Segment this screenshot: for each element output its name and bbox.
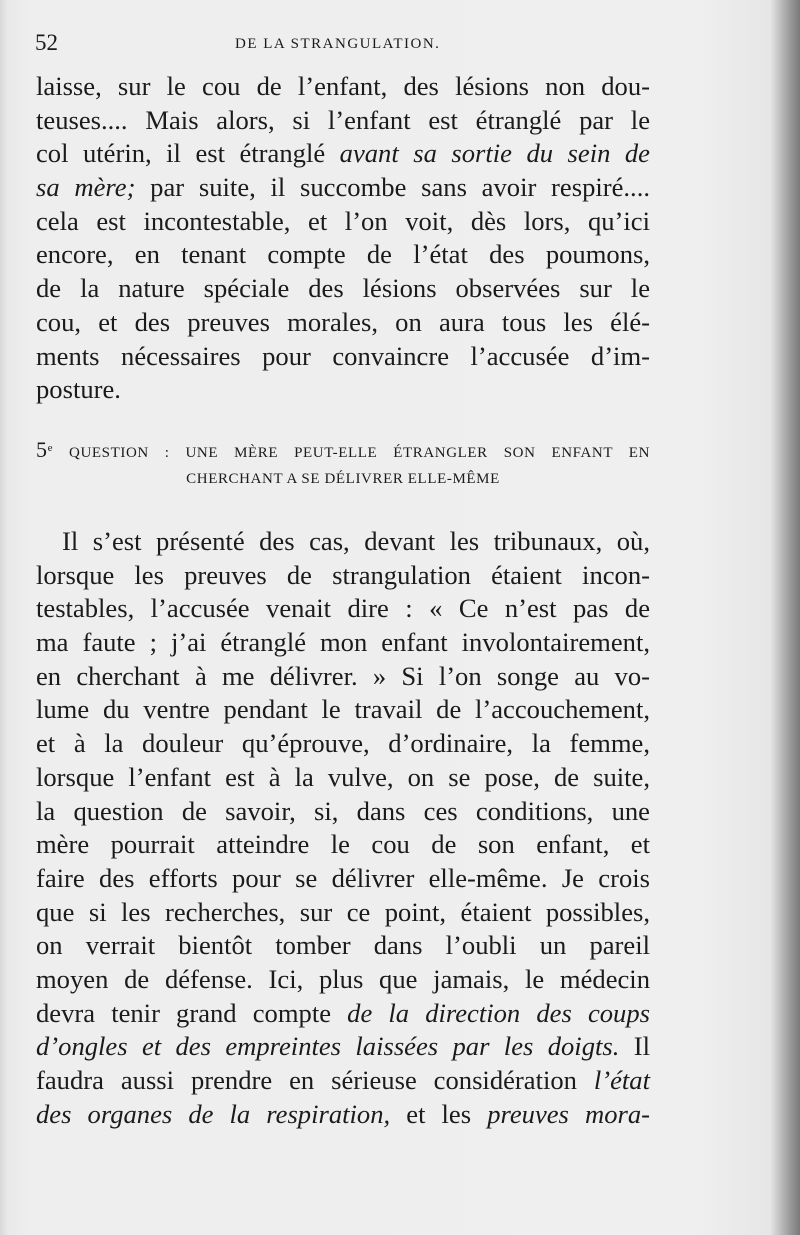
heading-line: CHERCHANT A SE DÉLIVRER ELLE-MÊME xyxy=(186,471,500,487)
text-line: ma faute ; j’ai étranglé mon enfant involontairement, xyxy=(36,627,650,658)
text-line: moyen de défense. Ici, plus que jamais, le médecin xyxy=(36,963,650,994)
text-line: en cherchant à me délivrer. » Si l’on songe au vo- xyxy=(36,660,650,691)
text-line: que si les recherches, sur ce point, étaient possibles, xyxy=(36,896,650,927)
italic-text: l’état xyxy=(593,1065,650,1095)
italic-text: avant sa sortie du sein de xyxy=(339,138,650,169)
text-line: laisse, sur le cou de l’enfant, des lésions non dou- xyxy=(36,71,650,101)
text-line: et à la douleur qu’éprouve, d’ordinaire, la femme, xyxy=(36,728,650,759)
italic-text: des organes de la respiration, xyxy=(36,1098,391,1129)
text-line: la question de savoir, si, dans ces conditions, une xyxy=(36,795,650,826)
text-line: on verrait bientôt tomber dans l’oubli un pareil xyxy=(36,930,650,961)
text-line: lorsque l’enfant est à la vulve, on se pose, de suite, xyxy=(36,761,650,792)
paragraph-2 xyxy=(36,525,650,1131)
text-line: cou, et des preuves morales, on aura tous les élé- xyxy=(36,306,650,337)
italic-text: de la direction des coups xyxy=(347,997,650,1028)
text-line: faire des efforts pour se délivrer elle-même. Je crois xyxy=(36,862,650,893)
text-line: devra tenir grand compte de la direction des coups xyxy=(36,997,650,1028)
text-line: Il s’est présenté des cas, devant les tribunaux, où, xyxy=(62,526,650,556)
text-line: de la nature spéciale des lésions observées sur le xyxy=(36,273,650,304)
italic-text: sa mère; xyxy=(36,172,136,203)
text-line: encore, en tenant compte de l’état des poumons, xyxy=(36,239,650,270)
text-line: lorsque les preuves de strangulation étaient incon- xyxy=(36,559,650,590)
running-title: DE LA STRANGULATION. xyxy=(235,36,441,52)
running-head xyxy=(35,30,650,58)
text-line: testables, l’accusée venait dire : « Ce n’est pas de xyxy=(36,593,650,624)
text-line: cela est incontestable, et l’on voit, dès lors, qu’ici xyxy=(36,205,650,236)
heading-line: 5e QUESTION : UNE MÈRE PEUT-ELLE ÉTRANGLER SON ENFANT EN xyxy=(36,437,650,462)
text-line: col utérin, il est étranglé avant sa sortie du sein de xyxy=(36,138,650,169)
text-line: faudra aussi prendre en sérieuse considération l’état xyxy=(36,1065,650,1095)
page-number: 52 xyxy=(35,30,58,55)
paragraph-1 xyxy=(36,70,650,407)
text-line: d’ongles et des empreintes laissées par les doigts. Il xyxy=(36,1031,650,1062)
text-line: posture. xyxy=(36,374,121,405)
italic-text: preuves mora- xyxy=(487,1098,650,1129)
text-line: lume du ventre pendant le travail de l’accouchement, xyxy=(36,694,650,725)
text-line: sa mère; par suite, il succombe sans avoir respiré.... xyxy=(36,172,651,203)
text-line: des organes de la respiration, et les preuves mora- xyxy=(36,1098,650,1129)
text-line: teuses.... Mais alors, si l’enfant est étranglé par le xyxy=(36,104,650,135)
section-heading xyxy=(36,437,650,492)
text-line: mère pourrait atteindre le cou de son enfant, et xyxy=(36,829,650,860)
text-line: ments nécessaires pour convaincre l’accusée d’im- xyxy=(36,340,650,371)
italic-text: d’ongles et des empreintes laissées par les doigts. xyxy=(36,1031,620,1062)
